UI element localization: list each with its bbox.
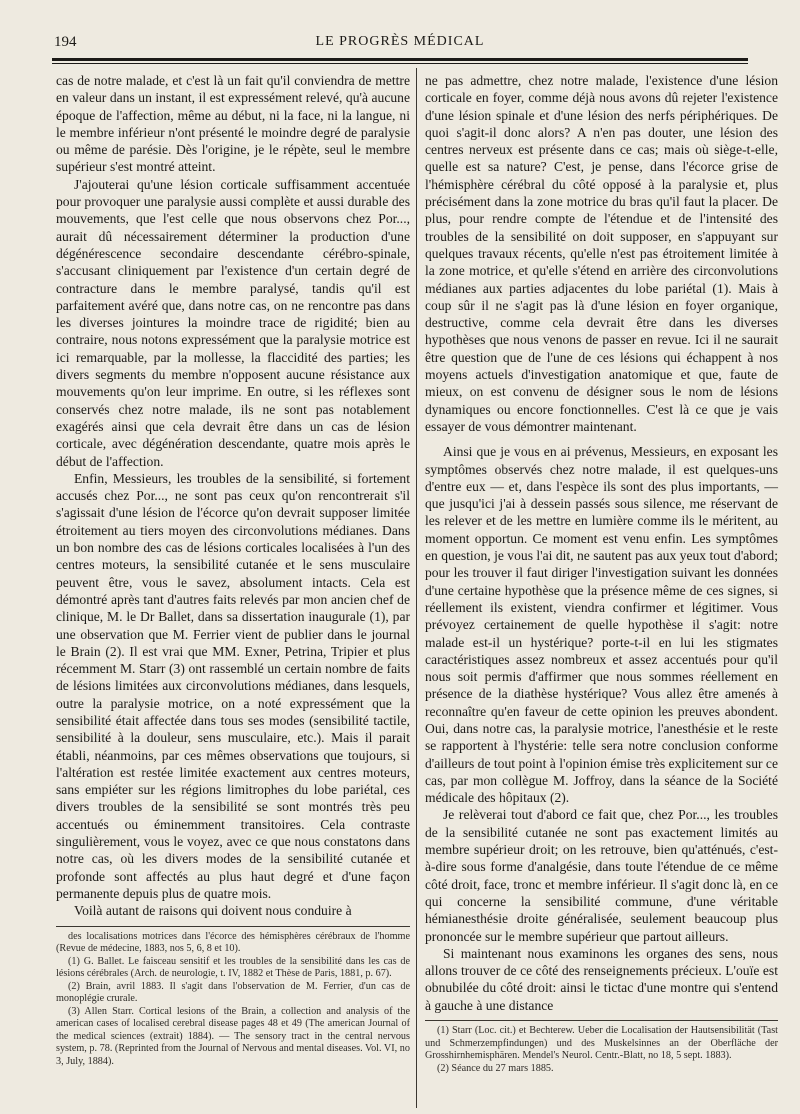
- paragraph: Enfin, Messieurs, les troubles de la sensibilité, si fortement accusés chez Por..., ne sont pas ceux qu'on rencontrerait s'il s'agissait d'une lésion de l'écorce qu'on devrait supposer limitée étroitement au tiers moyen des circonvolutions médianes. Dans un bon nombre des cas de lésions corticales localisées à l'un des centres moteurs, la sensibilité cutanée et le sens musculaire peuvent être, vous le savez, absolument intacts. Cela est démontré après tant d'autres faits relevés par mon ancien chef de clinique, M. le Dr Ballet, dans sa dissertation inaugurale (1), par une observation que M. Ferrier vient de publier dans le journal le Brain (2). Il est vrai que MM. Exner, Petrina, Tripier et plus récemment M. Starr (3) ont rassemblé un certain nombre de faits de lésions limitées aux circonvolutions médianes, dans lesquels, outre la paralysie motrice, on a noté expressément que la sensibilité était affectée dans tous ses modes (sensibilité tactile, sensibilité à la douleur, sens musculaire, etc.). Mais il parait établi, néanmoins, par ces mêmes observations que toujours, si l'altération est restée limitée exactement aux centres moteurs, sans empiéter sur les régions limitrophes du lobe pariétal, ces divers troubles de la sensibilité se sont montrés très peu accentués ou éminemment transitoires. Cela contraste singulièrement, vous le voyez, avec ce que nous constatons dans notre cas, où les divers modes de la sensibilité cutanée et profonde sont affectés au plus haut degré et d'une façon permanente depuis plus de quatre mois.: [56, 470, 410, 901]
- page-number: 194: [54, 34, 77, 50]
- paragraph: Ainsi que je vous en ai prévenus, Messieurs, en exposant les symptômes observés chez notre malade, il est quelques-uns d'entre eux — et, dans l'espèce ils sont des plus importants, — que jusqu'ici j'ai à dessein passés sous silence, me réservant de les relever et de les mettre en lumière comme ils le méritent, au moment opportun. Ce moment est venu enfin. Les symptômes en question, je vous l'ai dit, ne sautent pas aux yeux tout d'abord; pour les trouver il faut diriger l'investigation suivant les données d'une certaine hypothèse que la présence même de ces signes, si réellement ils existent, viendra confirmer et légitimer. Vous prévoyez certainement de quelle hypothèse il s'agit: notre malade est-il un hystérique? porte-t-il en lui les stigmates caractéristiques assez nombreux et assez accentués pour qu'il nous soit permis d'affirmer que nous sommes réellement en présence de la diathèse hystérique? Vous allez être amenés à reconnaître qu'en faveur de cette opinion les preuves abondent. Oui, dans notre cas, la paralysie motrice, l'anesthésie et le reste se rapportent à l'hystérie: telle sera notre conclusion conforme d'ailleurs de tout point à l'opinion émise très explicitement sur ce cas, par mon collègue M. Joffroy, dans la séance de la Société médicale des hôpitaux (2).: [425, 444, 778, 806]
- footnote: (1) G. Ballet. Le faisceau sensitif et les troubles de la sensibilité dans les cas de lésions cérébrales (Arch. de neurologie, t. IV, 1882 et Thèse de Paris, 1881, p. 67).: [56, 955, 410, 980]
- right-column: [425, 72, 778, 1075]
- footnote: (2) Séance du 27 mars 1885.: [437, 1062, 554, 1074]
- footnote: des localisations motrices dans l'écorce des hémisphères cérébraux de l'homme (Revue de médecine, 1883, nos 5, 6, 8 et 10).: [56, 930, 410, 955]
- footnote-rule: [425, 1020, 778, 1021]
- running-title: LE PROGRÈS MÉDICAL: [315, 34, 485, 49]
- page-header: [52, 32, 748, 54]
- header-rule-thin: [52, 63, 748, 64]
- footnotes: [425, 1025, 778, 1075]
- paragraph: cas de notre malade, et c'est là un fait qu'il conviendra de mettre en valeur dans un instant, il est expressément relevé, qu'à aucune époque de l'affection, même au début, ni la face, ni la langue, ni le membre inférieur n'ont présenté le moindre degré de paralysie ou même de parésie. Dès l'origine, je le répète, seul le membre supérieur s'est montré atteint.: [56, 73, 410, 175]
- left-column: [56, 72, 410, 1068]
- footnote-rule: [56, 926, 410, 927]
- column-divider: [416, 68, 417, 1108]
- paragraph: Voilà autant de raisons qui doivent nous conduire à: [74, 903, 352, 919]
- paragraph: Je relèverai tout d'abord ce fait que, chez Por..., les troubles de la sensibilité cutanée ne sont pas exactement limités au membre supérieur droit; on les retrouve, bien qu'atténués, c'est-à-dire sous forme d'analgésie, dans toute l'étendue de ce même côté droit, face, tronc et membre inférieur. Il s'agit donc là, en ce qui concerne la sensibilité commune, d'une véritable hémianesthésie droite généralisée, seulement beaucoup plus prononcée sur le membre supérieur que partout ailleurs.: [425, 807, 778, 944]
- footnotes: [56, 931, 410, 1069]
- footnote: (3) Allen Starr. Cortical lesions of the Brain, a collection and analysis of the american cases of localised cerebral disease pages 48 et 49 (The american Journal of the medical sciences (extrait) 1884). — The sensory tract in the central nervous system, p. 78. (Reprinted from the Journal of Nervous and mental diseases. Vol. VI, no 3, July, 1884).: [56, 1005, 410, 1067]
- paragraph: J'ajouterai qu'une lésion corticale suffisamment accentuée pour provoquer une paralysie aussi complète et aussi durable des mouvements, que l'est celle que nous observons chez Por..., aurait dû nécessairement déterminer la production d'une dégénérescence secondaire descendante cérébro-spinale, s'accusant cliniquement par l'existence d'un certain degré de contracture dans le membre paralysé, tandis qu'il est parfaitement avéré que, dans notre cas, on ne rencontre pas dans les diverses jointures la moindre trace de rigidité; bien au contraire, nous notons expressément que la paralysie motrice est ici remarquable, par la mollesse, la flaccidité des parties; les divers segments du membre n'opposent aucune résistance aux mouvements qu'on leur imprime. En outre, si les réflexes sont conservés chez notre malade, ils ne sont pas notablement exagérés ainsi que cela devrait être dans un cas de lésion corticale, avec dégénération descendante, quatre mois après le début de l'affection.: [56, 176, 410, 469]
- paragraph: Si maintenant nous examinons les organes des sens, nous allons trouver de ce côté des renseignements précieux. L'ouïe est obnubilée du côté droit: ainsi le tictac d'une montre qui s'entend à gauche à une distance: [425, 945, 778, 1013]
- footnote: (2) Brain, avril 1883. Il s'agit dans l'observation de M. Ferrier, d'un cas de monoplégie crurale.: [56, 980, 410, 1005]
- footnote: (1) Starr (Loc. cit.) et Bechterew. Ueber die Localisation der Hautsensibilität (Tast und Schmerzempfindungen) und des Muskelsinnes an der Oberfläche der Grosshirnhemisphären. Mendel's Neurol. Centr.-Blatt, no 18, 5 sept. 1883).: [425, 1025, 778, 1062]
- header-rule: [52, 58, 748, 61]
- paragraph: ne pas admettre, chez notre malade, l'existence d'une lésion corticale en foyer, comme déjà nous avons dû rejeter l'existence d'une lésion spinale et d'une lésion des nerfs périphériques. De quoi s'agit-il donc alors? A n'en pas douter, une lésion des centres nerveux est présente dans ce cas; mais où siège-t-elle, quelle est sa nature? C'est, je pense, dans l'écorce grise de l'hémisphère cérébral du côté opposé à la paralysie et, plus précisément dans la zone motrice du bras qu'il faut la placer. De plus, pour rendre compte de l'étendue et de l'intensité des troubles de la sensibilité on doit supposer, en s'appuyant sur quelques travaux récents, qu'elle n'est pas étroitement limitée à la zone motrice, et qu'elle s'étend en arrière des circonvolutions médianes aux parties adjacentes du lobe pariétal (1). Mais à coup sûr il ne s'agit pas là d'une lésion en foyer organique, destructive, comme cela devrait être dans les diverses hypothèses que nous venons de passer en revue. Ici il ne saurait être question que de l'une de ces lésions qui échappent à nos moyens actuels d'investigation anatomique et que, faute de mieux, on est convenu de désigner sous le nom de lésions dynamiques ou encore fonctionnelles. C'est là ce que je vais essayer de vous démontrer maintenant.: [425, 73, 778, 434]
